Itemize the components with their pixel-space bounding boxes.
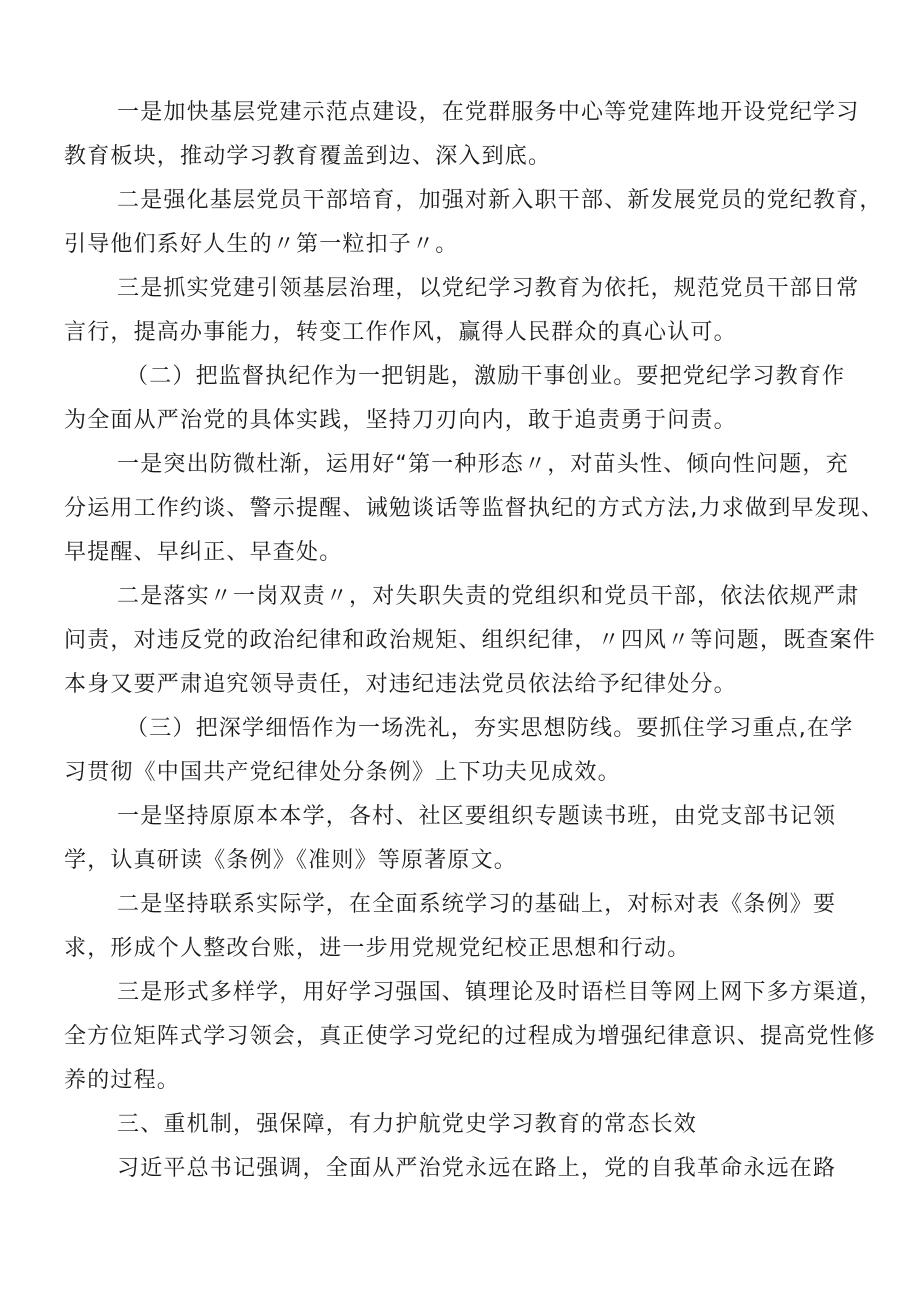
paragraph-line: 为全面从严治党的具体实践，坚持刀刃向内，敢于追责勇于问责。 xyxy=(64,408,737,433)
chapter-heading-line: 三、重机制，强保障，有力护航党史学习教育的常态长效 xyxy=(117,1112,698,1137)
paragraph-line: 养的过程。 xyxy=(64,1068,181,1093)
paragraph-line: 一是坚持原原本本学，各村、社区要组织专题读书班，由党支部书记领 xyxy=(117,804,837,829)
paragraph-line: 早提醒、早纠正、早查处。 xyxy=(64,540,343,565)
paragraph-line: 一是加快基层党建示范点建设，在党群服务中心等党建阵地开设党纪学习 xyxy=(117,100,860,125)
paragraph-line: 求，形成个人整改台账，进一步用党规党纪校正思想和行动。 xyxy=(64,936,691,961)
paragraph-line: 教育板块，推动学习教育覆盖到边、深入到底。 xyxy=(64,144,552,169)
paragraph-line: 二是落实〃一岗双责〃，对失职失责的党组织和党员干部，依法依规严肃 xyxy=(117,584,860,609)
section-heading-line: （三）把深学细悟作为一场洗礼，夯实思想防线。要抓住学习重点,在学 xyxy=(126,716,854,741)
paragraph-line: 习贯彻《中国共产党纪律处分条例》上下功夫见成效。 xyxy=(64,760,621,785)
paragraph-line: 三是抓实党建引领基层治理，以党纪学习教育为依托，规范党员干部日常 xyxy=(117,276,860,301)
paragraph-line: 引导他们系好人生的〃第一粒扣子〃。 xyxy=(64,232,459,257)
paragraph-line: 二是强化基层党员干部培育，加强对新入职干部、新发展党员的党纪教育， xyxy=(117,188,883,213)
paragraph-line: 习近平总书记强调，全面从严治党永远在路上，党的自我革命永远在路 xyxy=(117,1156,837,1181)
paragraph-line: 问责，对违反党的政治纪律和政治规矩、组织纪律，〃四风〃等问题，既查案件 xyxy=(64,628,877,653)
paragraph-line: 学，认真研读《条例》《准则》等原著原文。 xyxy=(64,848,518,873)
paragraph-line: 二是坚持联系实际学，在全面系统学习的基础上，对标对表《条例》要 xyxy=(117,892,837,917)
paragraph-line: 全方位矩阵式学习领会，真正使学习党纪的过程成为增强纪律意识、提高党性修 xyxy=(64,1024,877,1049)
paragraph-line: 分运用工作约谈、警示提醒、诫勉谈话等监督执纪的方式方法,力求做到早发现、 xyxy=(64,496,885,521)
paragraph-line: 言行，提高办事能力，转变工作作风，赢得人民群众的真心认可。 xyxy=(64,320,737,345)
paragraph-line: 一是突出防微杜渐，运用好“第一种形态〃，对苗头性、倾向性问题，充 xyxy=(117,452,849,477)
paragraph-line: 三是形式多样学，用好学习强国、镇理论及时语栏目等网上网下多方渠道， xyxy=(117,980,883,1005)
paragraph-line: 本身又要严肃追究领导责任，对违纪违法党员依法给予纪律处分。 xyxy=(64,672,737,697)
section-heading-line: （二）把监督执纪作为一把钥匙，激励干事创业。要把党纪学习教育作 xyxy=(126,364,846,389)
